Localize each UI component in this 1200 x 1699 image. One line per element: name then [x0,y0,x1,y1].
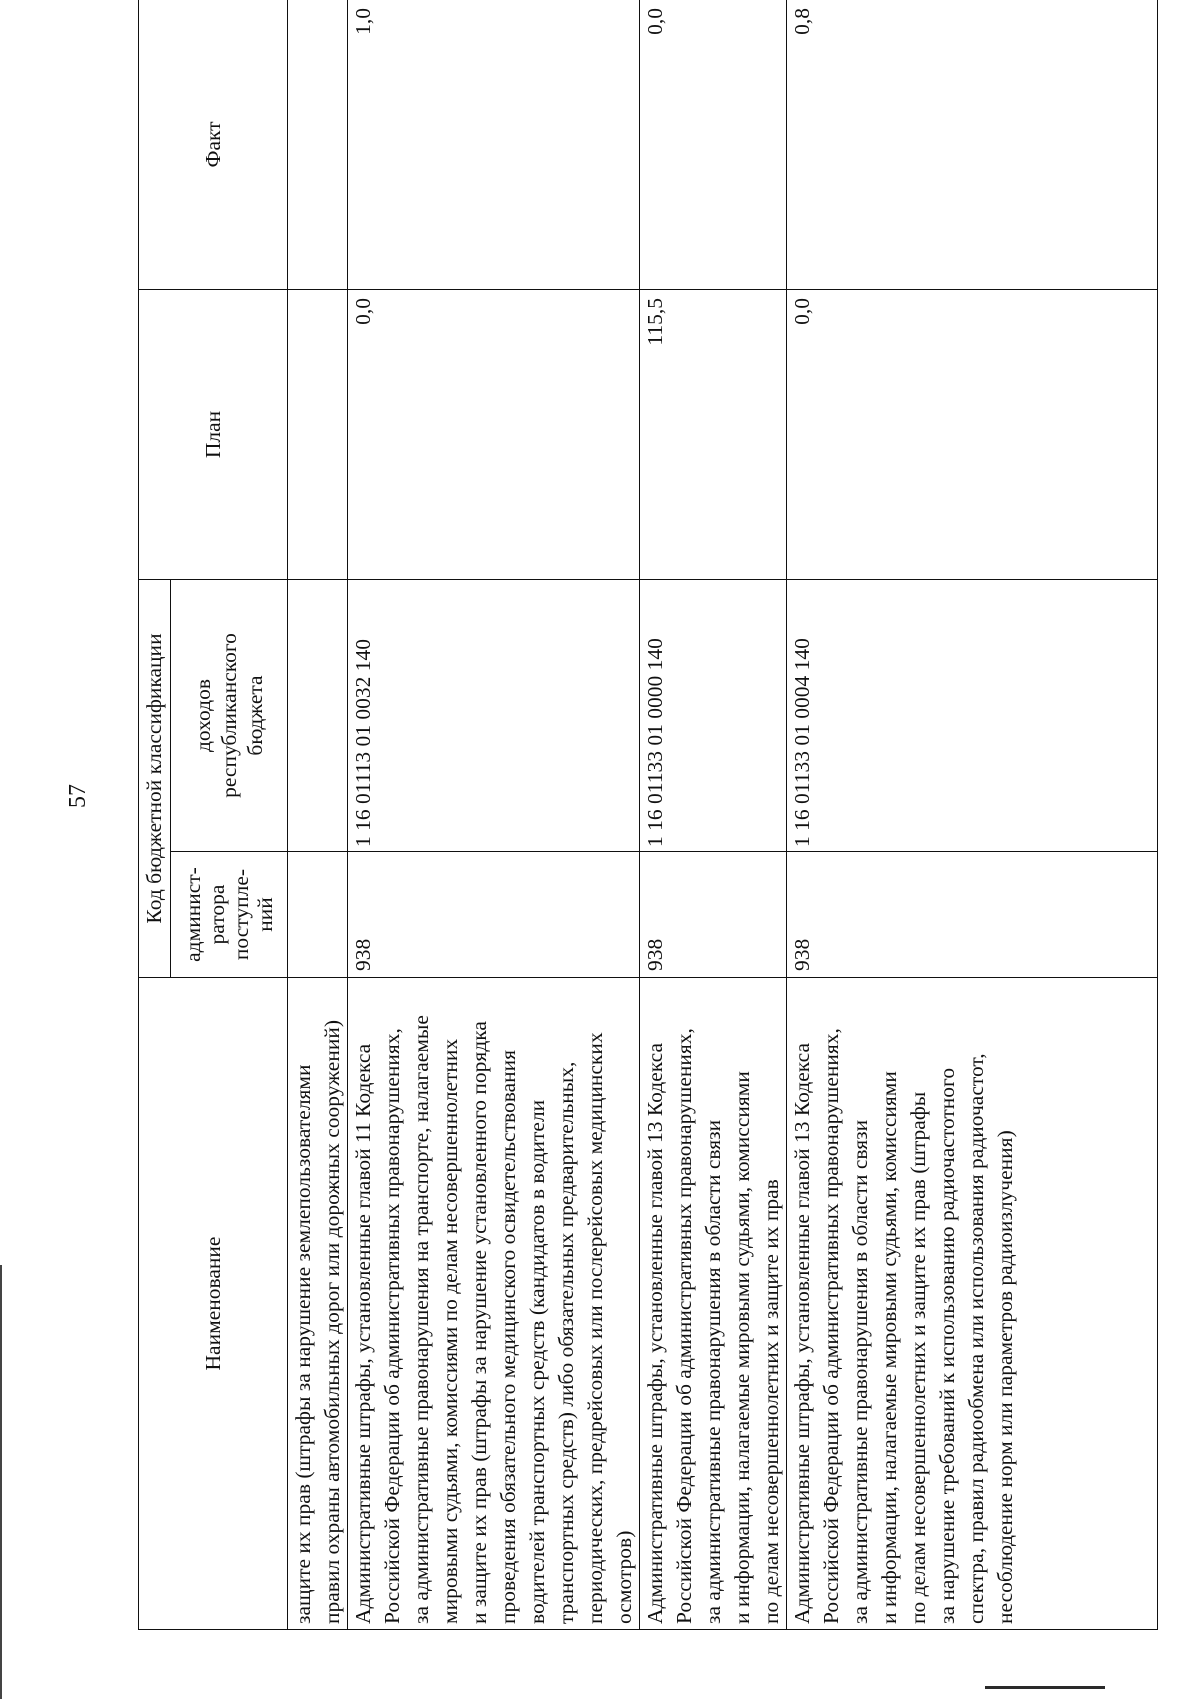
row-code: 1 16 01113 01 0032 140 [348,579,640,851]
row-name [348,978,640,1630]
row-name-line: осмотров) [612,1530,636,1624]
table-row [640,0,787,1630]
row-code: 1 16 01133 01 0004 140 [787,579,1158,851]
row-name-line: периодических, предрейсовых или послерейсовых медицинских [583,1032,607,1624]
row-name [787,978,1158,1630]
row-name-line: за нарушение требований к использованию радиочастотного [935,1067,959,1624]
row-name-line: Российской Федерации об административных правонарушениях, [380,1028,404,1624]
header-income [171,579,288,851]
header-income-line: республиканского [217,633,241,798]
budget-income-table [138,0,1158,1630]
row-fact [288,0,348,289]
row-plan: 115,5 [640,289,787,579]
row-name-line: проведения обязательного медицинского освидетельствования [496,1049,520,1624]
row-name-line: и защите их прав (штрафы за нарушение установленного порядка [467,1021,491,1624]
scan-bottom-mark [985,1686,1105,1689]
header-name: Наименование [139,978,288,1630]
row-admin [288,852,348,978]
header-admin-line: поступле- [229,868,253,961]
row-name-line: за административные правонарушения в области связи [701,1119,725,1624]
row-name-line: Административные штрафы, установленные главой 13 Кодекса [643,1043,667,1624]
row-name-line: Административные штрафы, установленные главой 13 Кодекса [790,1043,814,1624]
row-name-line: несоблюдение норм или параметров радиоизлучения) [993,1130,1017,1624]
row-name-line: защите их прав (штрафы за нарушение землепользователями [291,1064,315,1624]
row-name-line: и информации, налагаемые мировыми судьями, комиссиями [877,1071,901,1624]
row-plan [288,289,348,579]
header-admin-line: админист- [181,867,205,962]
row-name-line: транспортных средств) либо обязательных предварительных, [554,1061,578,1624]
row-admin: 938 [348,852,640,978]
row-code: 1 16 01133 01 0000 140 [640,579,787,851]
header-fact: Факт [139,0,288,289]
row-name-line: по делам несовершеннолетних и защите их прав (штрафы [906,1091,930,1624]
table-row [288,0,348,1630]
row-name-line: водителей транспортных средств (кандидатов в водители [525,1099,549,1624]
header-plan: План [139,289,288,579]
table-row [348,0,640,1630]
row-admin: 938 [640,852,787,978]
header-admin [171,852,288,978]
row-name-line: мировыми судьями, комиссиями по делам несовершеннолетних [438,1038,462,1624]
header-admin-line: ратора [205,884,229,945]
page-number: 57 [64,784,91,808]
scan-edge-mark [0,1265,2,1699]
row-plan: 0,0 [787,289,1158,579]
row-plan: 0,0 [348,289,640,579]
row-name-line: спектра, правил радиообмена или использования радиочастот, [964,1053,988,1624]
row-name [288,978,348,1630]
row-admin: 938 [787,852,1158,978]
header-budget-code: Код бюджетной классификации [139,579,171,977]
row-name-line: Административные штрафы, установленные главой 11 Кодекса [351,1043,375,1624]
row-fact: 0,8 [787,0,1158,289]
row-fact: 1,0 [348,0,640,289]
header-admin-line: ний [253,897,277,932]
row-name-line: Российской Федерации об административных правонарушениях, [672,1028,696,1624]
table-row [787,0,1158,1630]
row-name-line: за административные правонарушения в области связи [848,1119,872,1624]
header-income-line: доходов [191,678,215,753]
row-name [640,978,787,1630]
row-name-line: по делам несовершеннолетних и защите их прав [759,1179,783,1624]
row-name-line: Российской Федерации об административных правонарушениях, [819,1028,843,1624]
row-name-line: за административные правонарушения на транспорте, налагаемые [409,1015,433,1624]
rotated-table-container [138,0,1158,1630]
row-code [288,579,348,851]
header-income-line: бюджета [243,675,267,756]
row-fact: 0,0 [640,0,787,289]
row-name-line: правил охраны автомобильных дорог или дорожных сооружений) [320,1019,344,1624]
row-name-line: и информации, налагаемые мировыми судьями, комиссиями [730,1071,754,1624]
